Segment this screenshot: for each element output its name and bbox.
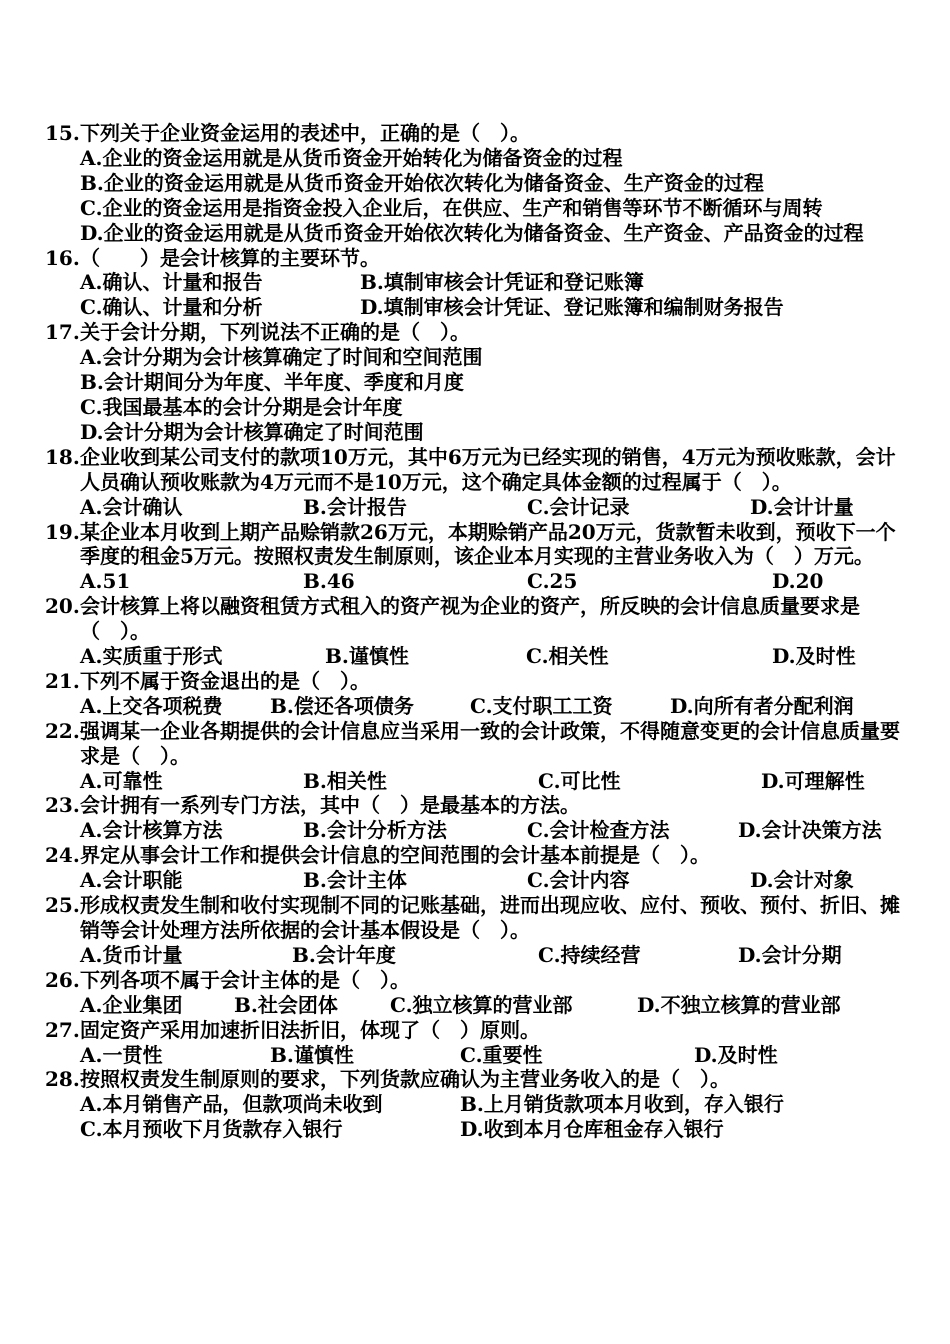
option-a: A.会计分期为会计核算确定了时间和空间范围 [80,345,483,370]
options [80,1092,915,1142]
question-number: 15. [45,121,80,145]
option-a: A.一贯性 [80,1042,163,1067]
option-c: C.我国最基本的会计分期是会计年度 [80,394,403,419]
option-row [80,694,915,719]
option-b: B.会计主体 [303,868,407,893]
option-b: B.相关性 [303,768,387,793]
question-number: 18. [45,444,80,469]
options [80,345,915,445]
option-c: C.企业的资金运用是指资金投入企业后，在供应、生产和销售等环节不断循环与周转 [80,195,823,220]
option-a: A.实质重于形式 [80,644,223,669]
option-d: D.20 [772,569,824,594]
options [80,694,915,719]
options [80,993,915,1018]
option-row [80,1043,915,1068]
options [80,569,915,594]
question-22 [45,719,915,794]
option-d: D.不独立核算的营业部 [637,992,841,1017]
question-28 [45,1067,915,1142]
option-a: A.企业的资金运用就是从货币资金开始转化为储备资金的过程 [80,145,623,170]
option-c: C.可比性 [538,768,621,793]
option-d: D.会计分期 [738,942,842,967]
option-a: A.确认、计量和报告 [80,270,263,295]
question-number: 26. [45,967,80,992]
question-24 [45,843,915,893]
question-stem: 按照权责发生制原则的要求，下列货款应确认为主营业务收入的是（ ）。 [80,1067,730,1092]
option-b: B.填制审核会计凭证和登记账簿 [360,270,644,295]
option-c: C.持续经营 [538,942,641,967]
option-b: B.会计年度 [292,942,396,967]
option-a: A.货币计量 [80,942,183,967]
question-16 [45,246,915,321]
question-number: 27. [45,1017,80,1042]
question-number: 17. [45,320,80,345]
option-a: A.本月销售产品，但款项尚未收到 [80,1092,383,1117]
option-c: C.25 [527,569,578,594]
option-c: C.本月预收下月货款存入银行 [80,1117,343,1142]
options [80,868,915,893]
option-row [80,569,915,594]
option-c: C.相关性 [526,644,609,669]
option-c: C.会计记录 [527,494,630,519]
option-row [80,769,915,794]
question-25 [45,893,915,968]
options [80,644,915,669]
option-d: D.会计分期为会计核算确定了时间范围 [80,419,424,444]
question-stem: （ ）是会计核算的主要环节。 [80,245,380,270]
option-d: D.企业的资金运用就是从货币资金开始依次转化为储备资金、生产资金、产品资金的过程 [80,220,864,245]
option-b: B.上月销货款项本月收到，存入银行 [460,1092,784,1117]
question-18 [45,445,915,520]
option-a: A.企业集团 [80,992,183,1017]
question-number: 22. [45,718,80,743]
options [80,270,915,320]
option-d: D.收到本月仓库租金存入银行 [460,1117,724,1142]
question-23 [45,793,915,843]
option-row [80,943,915,968]
question-stem: 下列各项不属于会计主体的是（ ）。 [80,967,410,992]
question-number: 16. [45,245,80,270]
option-a: A.会计职能 [80,868,183,893]
option-row [80,818,915,843]
option-row [80,644,915,669]
question-stem: 下列不属于资金退出的是（ ）。 [80,668,370,693]
question-19 [45,520,915,595]
option-b: B.46 [303,569,355,594]
question-stem: 会计拥有一系列专门方法，其中（ ）是最基本的方法。 [80,793,580,818]
question-stem: 某企业本月收到上期产品赊销款26万元，本期赊销产品20万元，货款暂未收到，预收下一个季度的租金5万元。按照权责发生制原则，该企业本月实现的主营业务收入为（ ）万元。 [80,519,896,569]
option-d: D.向所有者分配利润 [670,693,854,718]
option-b: B.会计分析方法 [303,818,447,843]
options [80,146,915,246]
question-stem: 关于会计分期，下列说法不正确的是（ ）。 [80,320,470,345]
question-number: 24. [45,843,80,868]
options [80,1043,915,1068]
option-a: A.可靠性 [80,768,163,793]
option-d: D.及时性 [772,644,856,669]
option-b: B.偿还各项债务 [270,693,414,718]
option-c: C.重要性 [460,1042,543,1067]
question-stem: 形成权责发生制和收付实现制不同的记账基础，进而出现应收、应付、预收、预付、折旧、摊销等会计处理方法所依据的会计基本假设是（ ）。 [80,893,900,942]
option-c: C.会计内容 [527,868,630,893]
option-a: A.51 [80,569,131,594]
option-row [80,270,915,295]
option-d: D.会计计量 [750,494,854,519]
question-21 [45,669,915,719]
question-number: 19. [45,519,80,544]
option-row [80,295,915,320]
question-stem: 界定从事会计工作和提供会计信息的空间范围的会计基本前提是（ ）。 [80,843,710,868]
question-17 [45,320,915,445]
option-c: C.支付职工工资 [470,693,613,718]
option-b: B.谨慎性 [325,644,409,669]
option-b: B.会计期间分为年度、半年度、季度和月度 [80,370,464,395]
option-a: A.会计确认 [80,494,183,519]
options [80,818,915,843]
option-row [80,1092,915,1117]
option-a: A.会计核算方法 [80,818,223,843]
question-number: 25. [45,893,80,918]
option-b: B.会计报告 [303,494,407,519]
options [80,495,915,520]
option-d: D.可理解性 [761,768,865,793]
option-c: C.确认、计量和分析 [80,295,263,320]
question-stem: 强调某一企业各期提供的会计信息应当采用一致的会计政策，不得随意变更的会计信息质量要求是（ ）。 [80,718,900,768]
option-b: B.企业的资金运用就是从货币资金开始依次转化为储备资金、生产资金的过程 [80,170,764,195]
option-d: D.会计决策方法 [738,818,882,843]
question-20 [45,594,915,669]
option-c: C.独立核算的营业部 [390,992,573,1017]
options [80,769,915,794]
question-26 [45,968,915,1018]
option-row [80,495,915,520]
question-stem: 企业收到某公司支付的款项10万元，其中6万元为已经实现的销售，4万元为预收账款，会计人员确认预收账款为4万元而不是10万元，这个确定具体金额的过程属于（ ）。 [80,444,896,494]
option-d: D.填制审核会计凭证、登记账簿和编制财务报告 [360,295,784,320]
question-list [45,121,915,1142]
option-d: D.会计对象 [750,868,854,893]
option-row [80,868,915,893]
question-number: 23. [45,793,80,818]
question-15 [45,121,915,246]
option-row [80,1117,915,1142]
option-a: A.上交各项税费 [80,693,223,718]
options [80,943,915,968]
option-b: B.谨慎性 [270,1042,354,1067]
option-row [80,993,915,1018]
question-27 [45,1018,915,1068]
option-b: B.社会团体 [234,992,338,1017]
question-number: 20. [45,594,80,619]
option-d: D.及时性 [694,1042,778,1067]
question-number: 21. [45,668,80,693]
question-stem: 会计核算上将以融资租赁方式租入的资产视为企业的资产，所反映的会计信息质量要求是（ ）。 [80,594,860,644]
question-stem: 固定资产采用加速折旧法折旧，体现了（ ）原则。 [80,1017,540,1042]
question-number: 28. [45,1067,80,1092]
question-stem: 下列关于企业资金运用的表述中，正确的是（ ）。 [80,121,530,145]
option-c: C.会计检查方法 [527,818,670,843]
